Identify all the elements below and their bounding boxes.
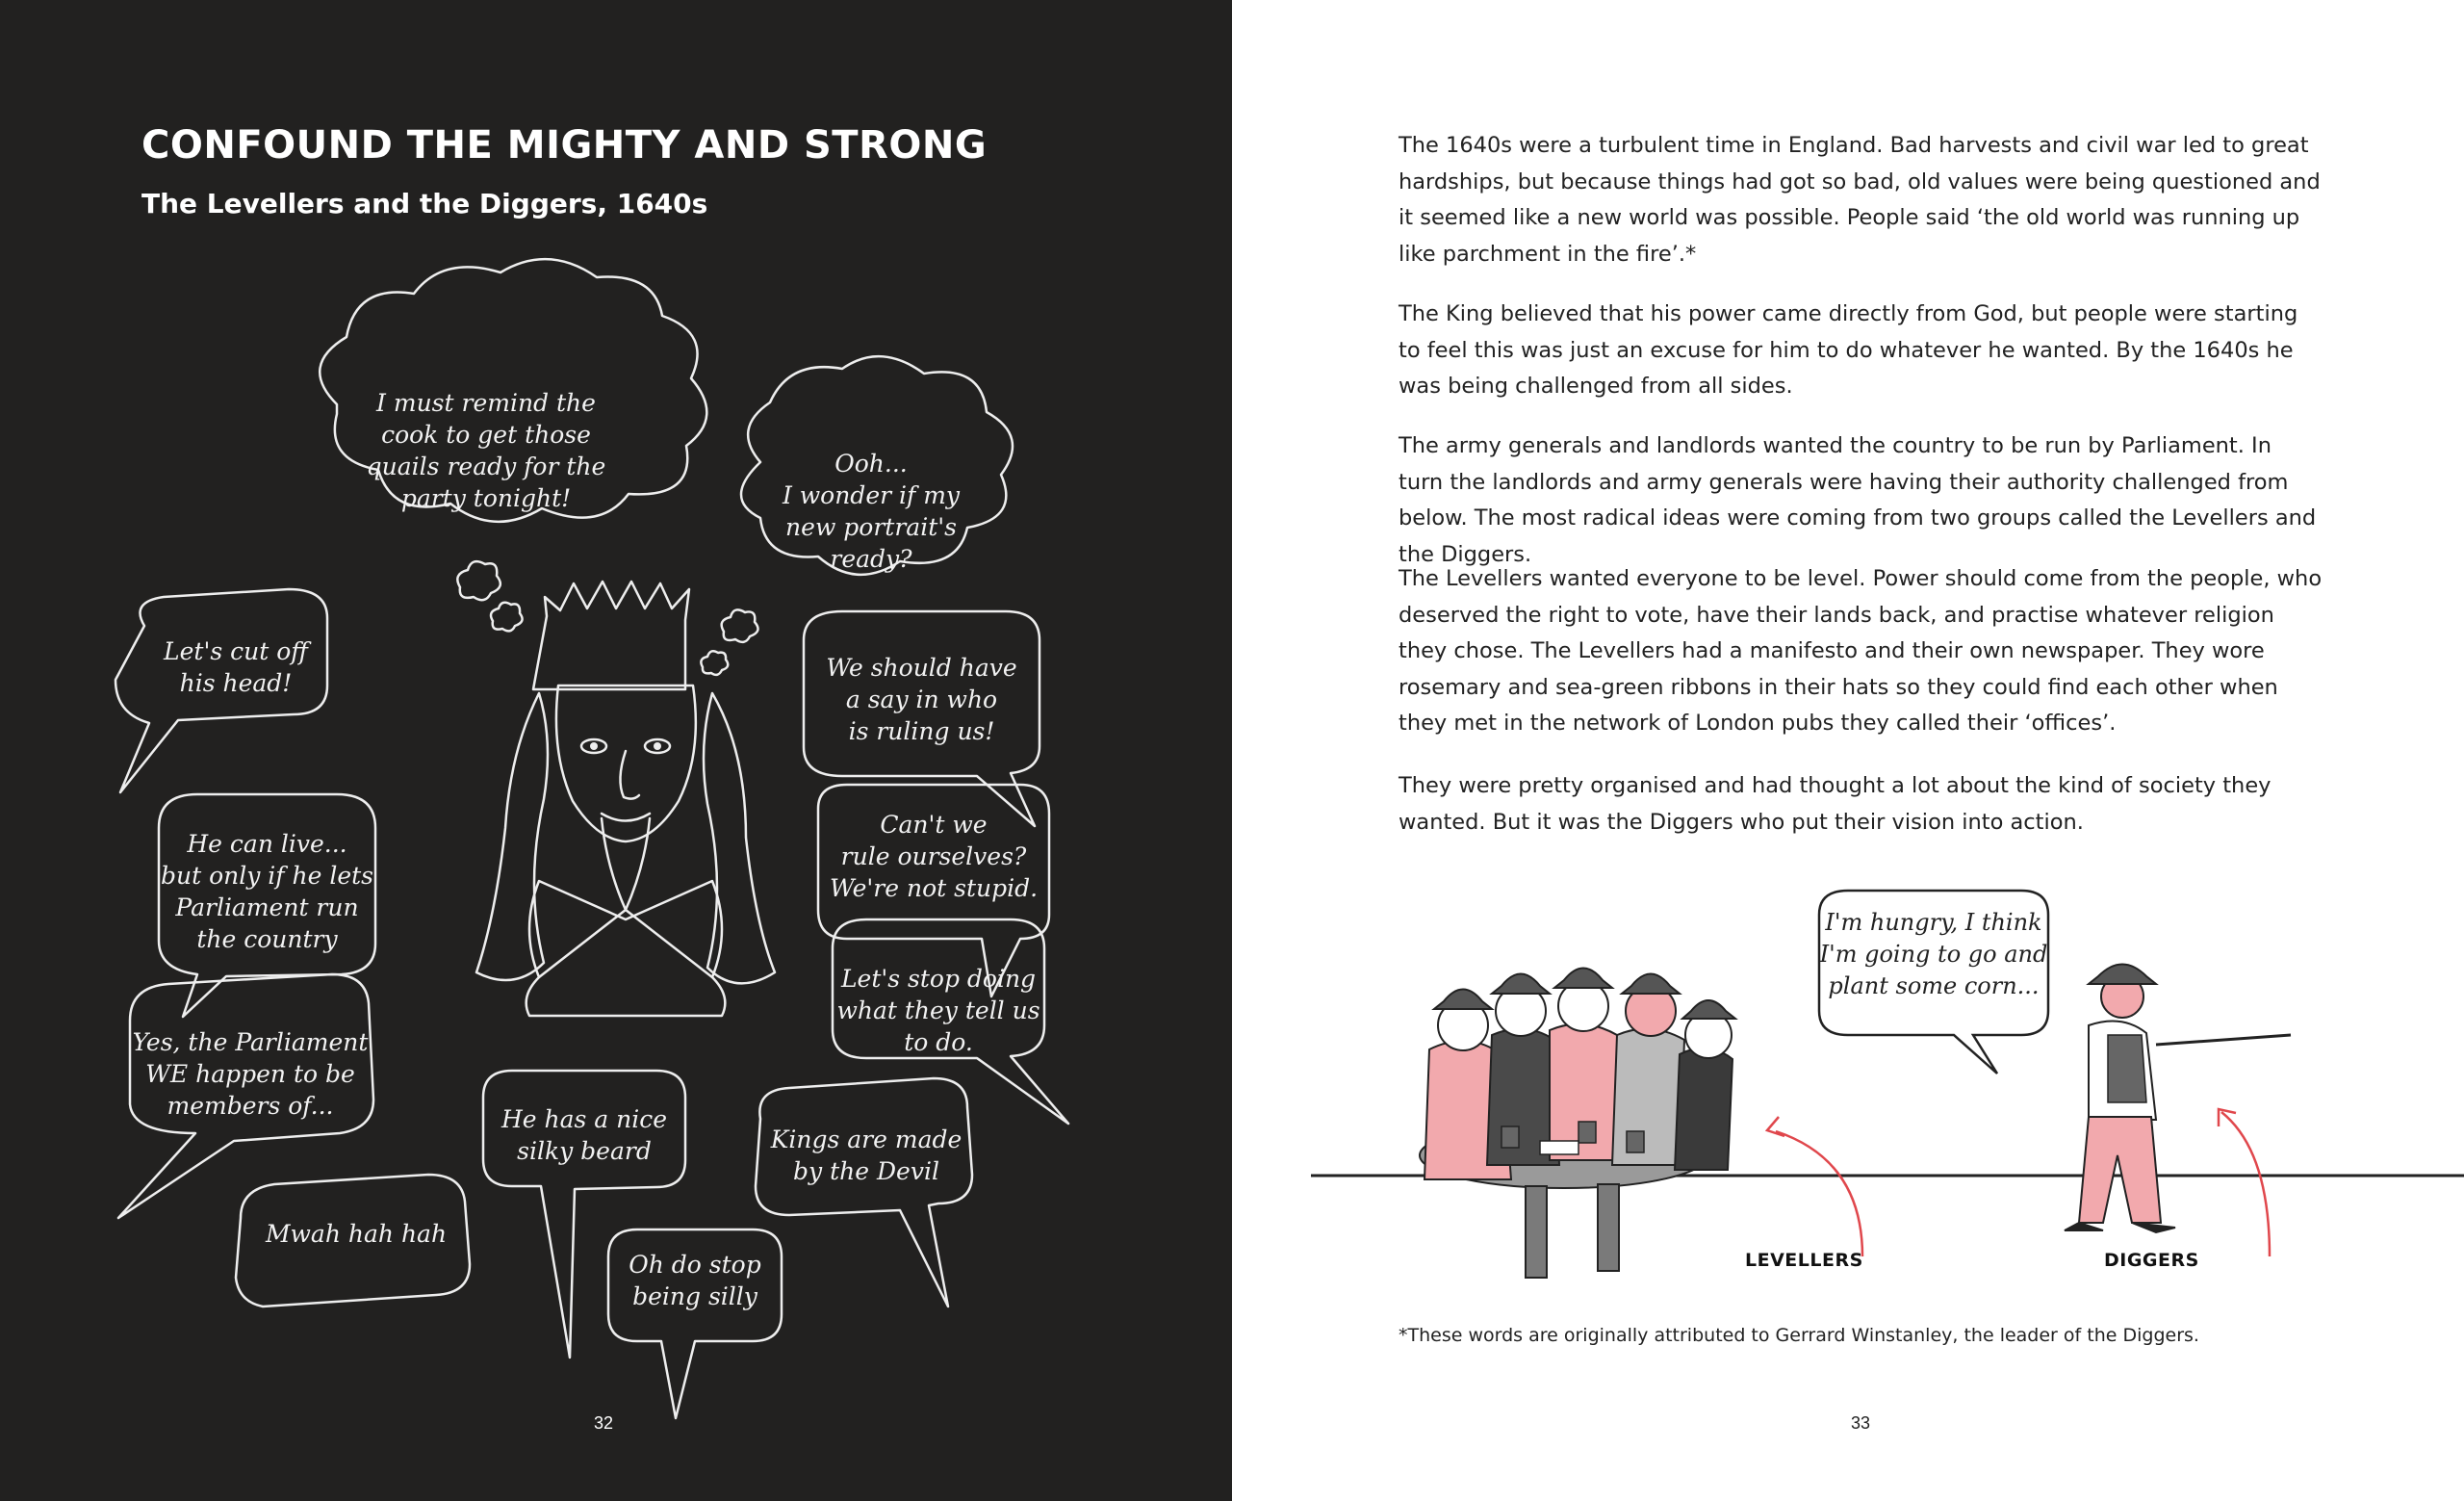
digger-figure: [2065, 965, 2291, 1233]
diggers-label: DIGGERS: [2104, 1250, 2199, 1271]
speech-text-mwah: Mwah hah hah: [265, 1220, 448, 1248]
speech-text-do-stop: Oh do stop being silly: [629, 1251, 761, 1310]
page-subtitle: The Levellers and the Diggers, 1640s: [141, 188, 708, 220]
speech-text-rule-ourselves: Can't we rule ourselves? We're not stupid.: [829, 811, 1039, 902]
page-number-left: 32: [594, 1413, 614, 1433]
page-number-right: 33: [1851, 1413, 1871, 1433]
levellers-group: [1420, 969, 1735, 1279]
digger-speech-text: I'm hungry, I think I'm going to go and plant some corn...: [1819, 909, 2048, 999]
paragraph-1: The 1640s were a turbulent time in England. Bad harvests and civil war led to great hardships, but because things had got so bad, old values were being questioned and it seemed like a new world was possible. People said ‘the old world was running up like parchment in the fire’.*: [1399, 133, 2321, 267]
speech-text-he-can-live: He can live... but only if he lets Parliament run the country: [160, 830, 374, 953]
diggers-arrow: [2221, 1112, 2270, 1256]
speech-text-say-in-who: We should have a say in who is ruling us!: [826, 654, 1017, 745]
thought-text-quails: I must remind the cook to get those quails ready for the party tonight!: [366, 389, 606, 512]
speech-text-cut-off-head: Let's cut off his head!: [164, 637, 308, 697]
speech-text-made-by-devil: Kings are made by the Devil: [770, 1126, 962, 1185]
paragraph-5: They were pretty organised and had thought a lot about the kind of society they wanted. But it was the Diggers who put their vision into action.: [1399, 773, 2272, 835]
speech-text-silky-beard: He has a nice silky beard: [500, 1105, 668, 1165]
paragraph-2: The King believed that his power came directly from God, but people were starting to feel this was just an excuse for him to do whatever he wanted. By the 1640s he was being challenged from all sides.: [1399, 301, 2298, 399]
thought-text-portrait: Ooh... I wonder if my new portrait's ready?: [782, 450, 961, 573]
speech-text-parliament: Yes, the Parliament WE happen to be members of...: [132, 1028, 369, 1120]
speech-text-stop-doing: Let's stop doing what they tell us to do.: [836, 965, 1040, 1056]
paragraph-4: The Levellers wanted everyone to be level. Power should come from the people, who deserved the right to vote, have their lands back, and practise whatever religion they chose. The Levellers had a manifesto and their own newspaper. They wore rosemary and sea-green ribbons in their hats so they could find each other when they met in the network of London pubs they called their ‘offices’.: [1399, 566, 2323, 736]
page-title: CONFOUND THE MIGHTY AND STRONG: [141, 123, 988, 168]
paragraph-3: The army generals and landlords wanted the country to be run by Parliament. In turn the landlords and army generals were having their authority challenged from below. The most radical ideas were coming from two groups called the Levellers and the Diggers.: [1399, 433, 2317, 567]
levellers-label: LEVELLERS: [1745, 1250, 1863, 1271]
footnote: *These words are originally attributed to Gerrard Winstanley, the leader of the Diggers.: [1399, 1325, 2199, 1346]
levellers-arrow: [1776, 1131, 1862, 1256]
